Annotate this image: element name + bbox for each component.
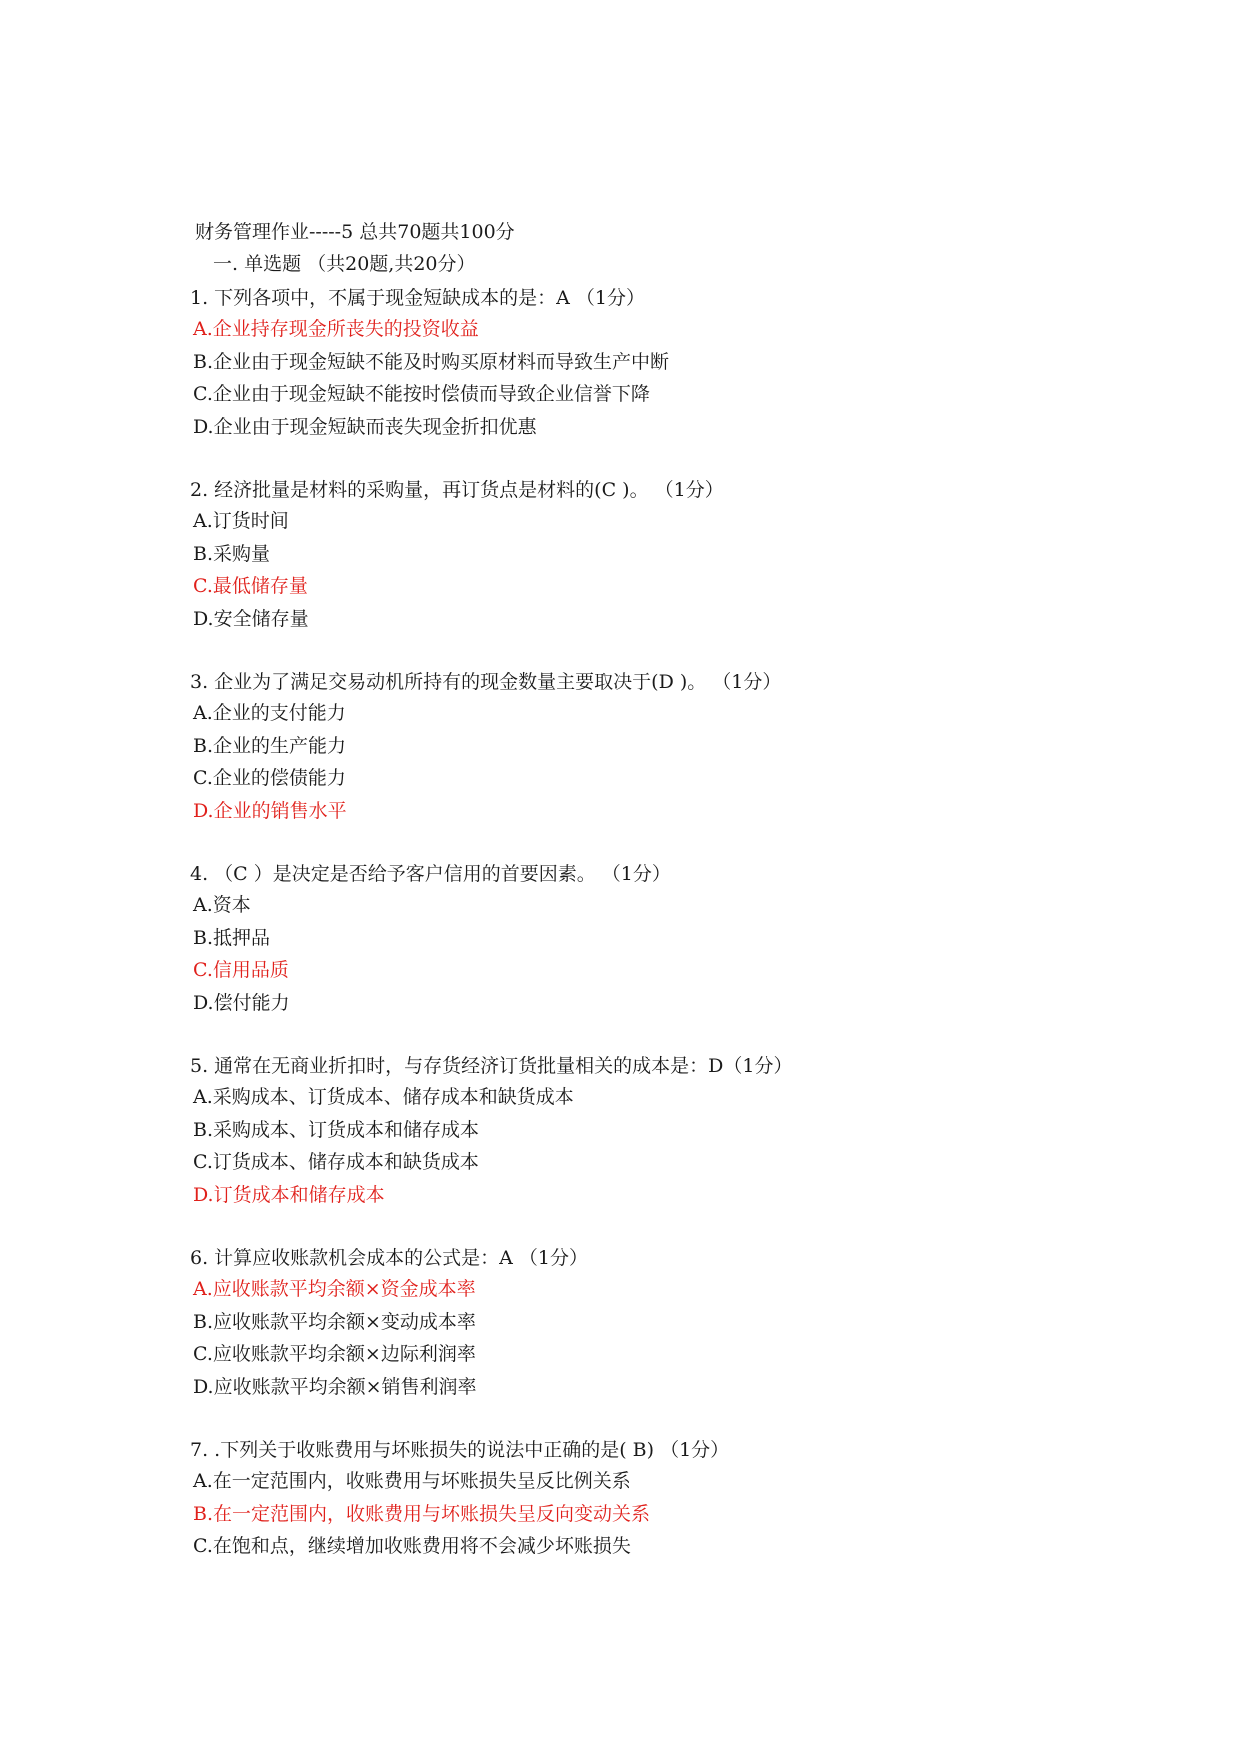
option-c: C.企业的偿债能力 bbox=[193, 767, 346, 789]
question-text: 4. （C ）是决定是否给予客户信用的首要因素。 （1分） bbox=[190, 863, 671, 885]
option-c: C.在饱和点，继续增加收账费用将不会减少坏账损失 bbox=[193, 1535, 631, 1557]
option-b: B.采购成本、订货成本和储存成本 bbox=[193, 1118, 480, 1141]
question-text: 7. .下列关于收账费用与坏账损失的说法中正确的是( B) （1分） bbox=[190, 1439, 730, 1461]
option-a: A.资本 bbox=[193, 894, 251, 916]
question-text: 6. 计算应收账款机会成本的公式是：A （1分） bbox=[190, 1247, 589, 1269]
option-b: B.企业的生产能力 bbox=[193, 734, 347, 757]
option-b: B.应收账款平均余额×变动成本率 bbox=[193, 1310, 476, 1333]
question-4 bbox=[190, 860, 1090, 1019]
option-a: A.应收账款平均余额×资金成本率 bbox=[193, 1278, 476, 1300]
option-d: D.企业由于现金短缺而丧失现金折扣优惠 bbox=[193, 415, 537, 438]
option-d: D.偿付能力 bbox=[193, 991, 290, 1014]
question-3 bbox=[190, 668, 1090, 827]
option-c: C.应收账款平均余额×边际利润率 bbox=[193, 1343, 476, 1365]
option-a: A.企业持存现金所丧失的投资收益 bbox=[193, 318, 479, 340]
option-c: C.信用品质 bbox=[193, 959, 289, 981]
option-d: D.订货成本和储存成本 bbox=[193, 1183, 385, 1206]
question-text: 2. 经济批量是材料的采购量，再订货点是材料的(C )。 （1分） bbox=[190, 479, 724, 501]
option-c: C.订货成本、储存成本和缺货成本 bbox=[193, 1151, 479, 1173]
question-6 bbox=[190, 1244, 1090, 1403]
question-1 bbox=[190, 284, 1090, 443]
option-c: C.企业由于现金短缺不能按时偿债而导致企业信誉下降 bbox=[193, 383, 650, 405]
section-title: 一. 单选题 （共20题,共20分） bbox=[213, 253, 476, 275]
question-2 bbox=[190, 476, 1090, 635]
option-d: D.应收账款平均余额×销售利润率 bbox=[193, 1375, 477, 1398]
option-a: A.企业的支付能力 bbox=[193, 702, 346, 724]
option-b: B.在一定范围内，收账费用与坏账损失呈反向变动关系 bbox=[193, 1502, 651, 1525]
question-text: 5. 通常在无商业折扣时，与存货经济订货批量相关的成本是：D（1分） bbox=[190, 1055, 793, 1077]
question-text: 3. 企业为了满足交易动机所持有的现金数量主要取决于(D )。 （1分） bbox=[190, 671, 782, 693]
option-c: C.最低储存量 bbox=[193, 575, 308, 597]
question-7 bbox=[190, 1436, 1090, 1563]
option-d: D.安全储存量 bbox=[193, 607, 309, 630]
option-a: A.在一定范围内，收账费用与坏账损失呈反比例关系 bbox=[193, 1470, 631, 1492]
question-text: 1. 下列各项中，不属于现金短缺成本的是：A （1分） bbox=[190, 287, 646, 309]
question-5 bbox=[190, 1052, 1090, 1211]
document-title: 财务管理作业-----5 总共70题共100分 bbox=[195, 221, 515, 243]
question-list bbox=[190, 284, 1090, 1596]
option-b: B.采购量 bbox=[193, 542, 271, 565]
option-d: D.企业的销售水平 bbox=[193, 799, 347, 822]
option-b: B.抵押品 bbox=[193, 926, 271, 949]
option-a: A.采购成本、订货成本、储存成本和缺货成本 bbox=[193, 1086, 574, 1108]
option-a: A.订货时间 bbox=[193, 510, 289, 532]
option-b: B.企业由于现金短缺不能及时购买原材料而导致生产中断 bbox=[193, 350, 670, 373]
